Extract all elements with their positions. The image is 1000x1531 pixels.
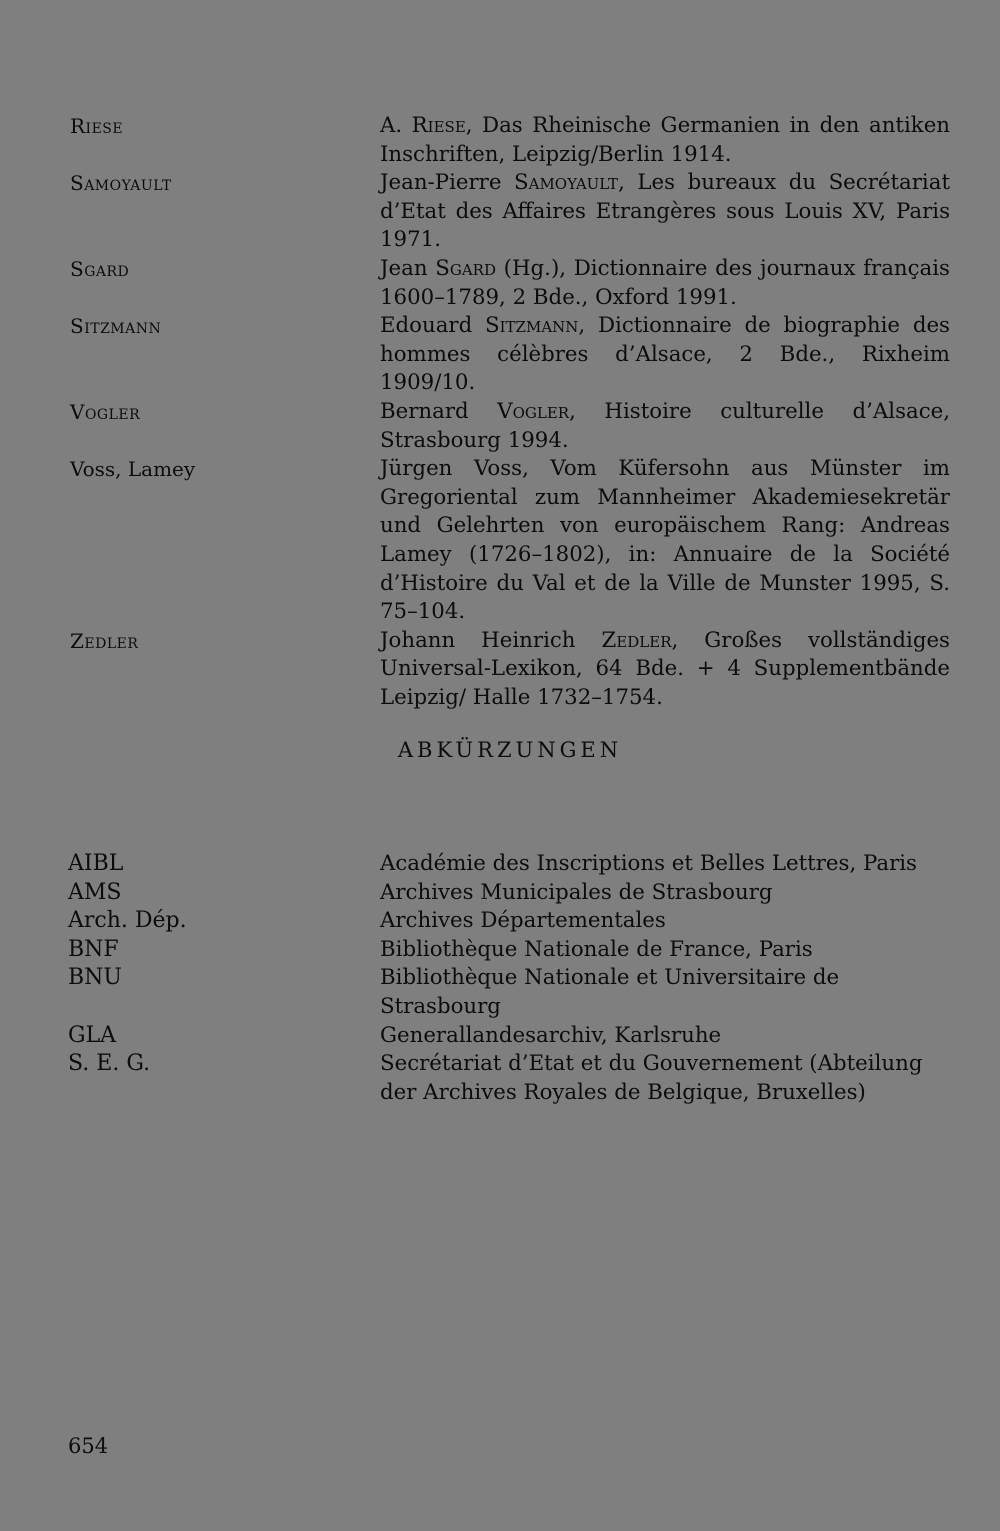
abbreviation-entry — [68, 936, 952, 965]
abbreviation-key: AMS — [68, 879, 122, 905]
abbreviation-text: Secrétariat d’Etat et du Gouvernement (Abteilung der Archives Royales de Belgique, Bruxelles) — [380, 1051, 923, 1105]
abbreviation-text: Bibliothèque Nationale de France, Paris — [380, 936, 813, 962]
reference-key: Zedler — [70, 628, 139, 653]
abbreviation-text: Académie des Inscriptions et Belles Lettres, Paris — [380, 851, 917, 876]
abbreviation-list — [68, 850, 952, 1107]
reference-key: Vogler — [70, 399, 141, 424]
abbreviation-key: BNF — [68, 936, 119, 962]
reference-entry — [70, 312, 950, 398]
reference-text: A. Riese, Das Rheinische Germanien in den antiken Inschriften, Leipzig/Berlin 1914. — [380, 113, 951, 167]
abbreviation-text: Generallandesarchiv, Karlsruhe — [380, 1022, 722, 1048]
reference-key: Sitzmann — [70, 314, 162, 339]
abbreviation-key: Arch. Dép. — [68, 908, 187, 934]
reference-text: Jean-Pierre Samoyault, Les bureaux du Secrétariat d’Etat des Affaires Etrangères sous Louis XV, Paris 1971. — [380, 170, 950, 253]
reference-key: Samoyault — [70, 171, 172, 196]
reference-text: Jean Sgard (Hg.), Dictionnaire des journaux français 1600–1789, 2 Bde., Oxford 1991. — [380, 255, 950, 310]
abbreviation-key: BNU — [68, 965, 122, 991]
abbreviation-entry — [68, 964, 952, 1021]
abbreviation-entry — [68, 850, 952, 879]
abbreviation-key: GLA — [68, 1022, 117, 1048]
reference-text: Edouard Sitzmann, Dictionnaire de biographie des hommes célèbres d’Alsace, 2 Bde., Rixheim 1909/10. — [380, 313, 950, 396]
reference-entry — [70, 398, 950, 455]
reference-entry — [70, 627, 950, 713]
reference-text: Jürgen Voss, Vom Küfersohn aus Münster im Gregoriental zum Mannheimer Akademiesekretär und Gelehrten von europäischem Rang: Andreas Lamey (1726–1802), in: Annuaire de la Société d’Histoire du Val et de la Ville de Munster 1995, S. 75–104. — [380, 456, 950, 625]
abbreviation-entry — [68, 879, 952, 908]
abbreviation-entry — [68, 1050, 952, 1107]
abbreviation-entry — [68, 907, 952, 936]
reference-key: Riese — [70, 114, 124, 138]
reference-entry — [70, 112, 950, 169]
reference-entry — [70, 169, 950, 255]
reference-key: Voss, Lamey — [70, 457, 196, 482]
section-title: ABKÜRZUNGEN — [397, 738, 623, 762]
reference-text: Bernard Vogler, Histoire culturelle d’Alsace, Strasbourg 1994. — [380, 398, 950, 453]
reference-entry — [70, 255, 950, 312]
abbreviation-text: Archives Départementales — [380, 908, 666, 934]
reference-list — [70, 112, 950, 712]
abbreviation-text: Archives Municipales de Strasbourg — [380, 879, 773, 905]
abbreviation-entry — [68, 1022, 952, 1051]
reference-text: Johann Heinrich Zedler, Großes vollständiges Universal-Lexikon, 64 Bde. + 4 Supplementbände Leipzig/ Halle 1732–1754. — [380, 627, 950, 710]
reference-key: Sgard — [70, 256, 130, 281]
abbreviation-key: AIBL — [68, 851, 124, 876]
reference-entry — [70, 455, 950, 627]
abbreviation-key: S. E. G. — [68, 1051, 151, 1077]
page-number: 654 — [68, 1434, 109, 1458]
abbreviation-text: Bibliothèque Nationale et Universitaire de Strasbourg — [380, 965, 840, 1019]
